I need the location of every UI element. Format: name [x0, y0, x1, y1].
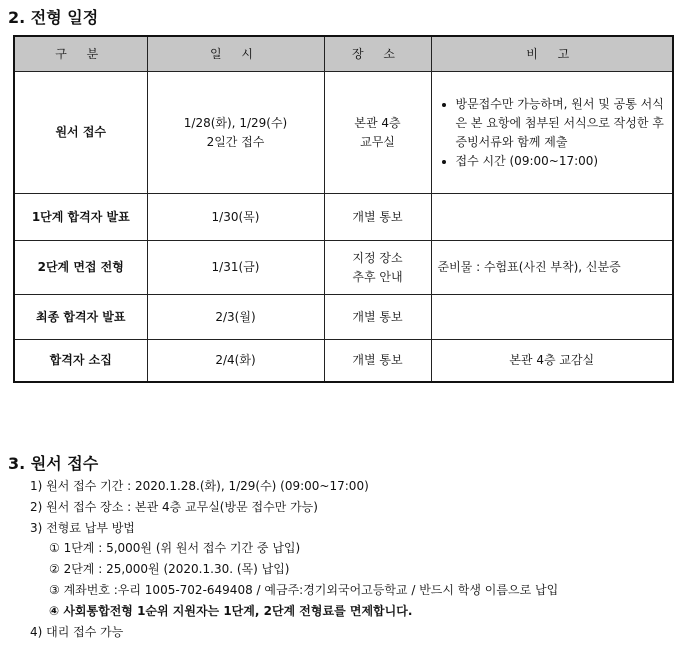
- row-place: 개별 통보: [324, 340, 431, 382]
- date-line: 2일간 접수: [206, 134, 265, 149]
- application-details-list: [30, 476, 558, 642]
- table-row: [14, 340, 673, 382]
- place-line: 지정 장소: [352, 250, 403, 265]
- section-2-title: 2. 전형 일정: [8, 8, 99, 27]
- note-item: • 방문접수만 가능하며, 원서 및 공통 서식은 본 요항에 첨부된 서식으로 작성한 후 증빙서류와 함께 제출: [456, 95, 667, 152]
- row-remarks: [431, 295, 673, 340]
- table-row: [14, 295, 673, 340]
- header-remarks: 비 고: [431, 36, 673, 72]
- section-3-title: 3. 원서 접수: [8, 454, 99, 473]
- row-label: 최종 합격자 발표: [14, 295, 147, 340]
- list-item: 2) 원서 접수 장소 : 본관 4층 교무실(방문 접수만 가능): [30, 499, 318, 514]
- row-place: [324, 241, 431, 295]
- row-date: [147, 72, 324, 194]
- place-line: 본관 4층: [354, 115, 401, 130]
- table-row: [14, 72, 673, 194]
- list-item: ④ 사회통합전형 1순위 지원자는 1단계, 2단계 전형료를 면제합니다.: [49, 603, 413, 618]
- note-item: • 접수 시간 (09:00~17:00): [456, 152, 667, 171]
- place-line: 교무실: [360, 134, 395, 149]
- row-label: 합격자 소집: [14, 340, 147, 382]
- row-date: 1/30(목): [147, 194, 324, 241]
- list-item: ② 2단계 : 25,000원 (2020.1.30. (목) 납입): [49, 562, 290, 577]
- row-date: 2/3(월): [147, 295, 324, 340]
- header-date: 일 시: [147, 36, 324, 72]
- list-item: 4) 대리 접수 가능: [30, 624, 124, 639]
- row-date: 1/31(금): [147, 241, 324, 295]
- header-category: 구 분: [14, 36, 147, 72]
- row-remarks: [431, 194, 673, 241]
- header-place: 장 소: [324, 36, 431, 72]
- row-remarks: 본관 4층 교감실: [431, 340, 673, 382]
- schedule-table: [13, 35, 674, 383]
- row-remarks: [431, 72, 673, 194]
- row-label: 2단계 면접 전형: [14, 241, 147, 295]
- date-line: 1/28(화), 1/29(수): [183, 115, 288, 130]
- row-label: 원서 접수: [14, 72, 147, 194]
- table-row: [14, 194, 673, 241]
- list-item: 1) 원서 접수 기간 : 2020.1.28.(화), 1/29(수) (09:00~17:00): [30, 479, 369, 493]
- row-place: 개별 통보: [324, 194, 431, 241]
- table-row: [14, 241, 673, 295]
- list-item: ③ 계좌번호 :우리 1005-702-649408 / 예금주:경기외국어고등학교 / 반드시 학생 이름으로 납입: [49, 582, 559, 597]
- notes-list: [438, 95, 667, 171]
- row-label: 1단계 합격자 발표: [14, 194, 147, 241]
- row-place: 개별 통보: [324, 295, 431, 340]
- place-line: 추후 안내: [352, 269, 403, 284]
- row-place: [324, 72, 431, 194]
- table-header-row: [14, 36, 673, 72]
- row-remarks: 준비물 : 수험표(사진 부착), 신분증: [431, 241, 673, 295]
- row-date: 2/4(화): [147, 340, 324, 382]
- list-item: ① 1단계 : 5,000원 (위 원서 접수 기간 중 납입): [49, 541, 301, 556]
- list-item: 3) 전형료 납부 방법: [30, 520, 135, 535]
